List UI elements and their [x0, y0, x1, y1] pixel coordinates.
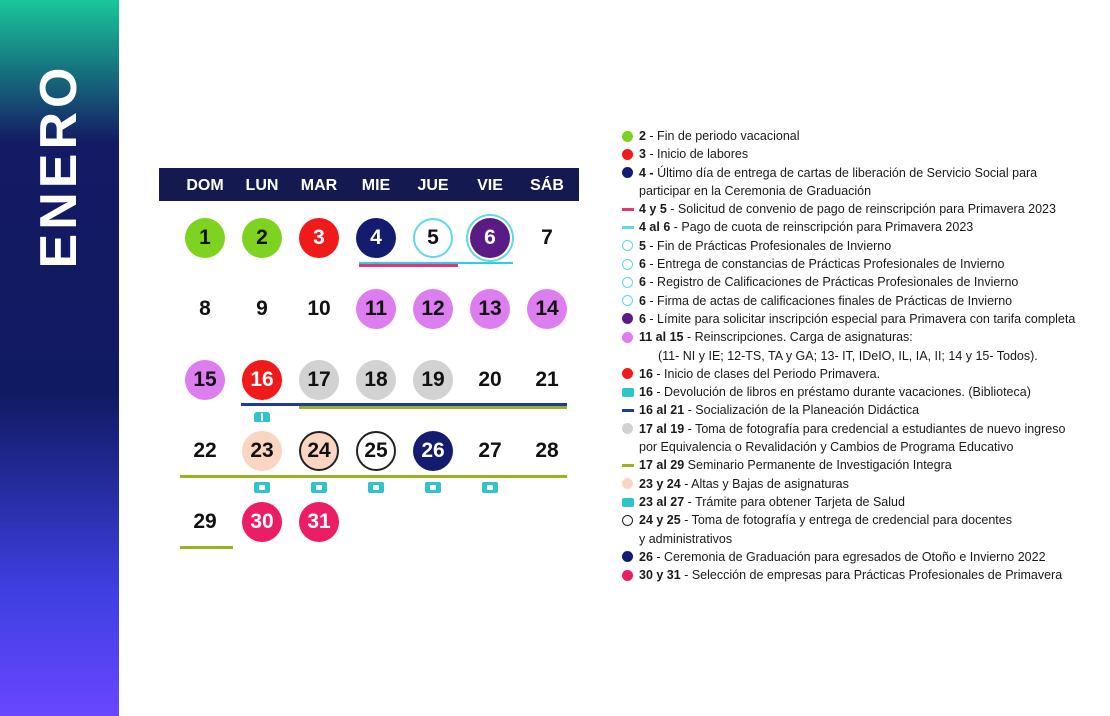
day-12: 12	[413, 289, 453, 329]
legend-text: - Límite para solicitar inscripción especial para Primavera con tarifa completa	[645, 311, 1076, 326]
day-16: 16	[242, 360, 282, 400]
day-14: 14	[527, 289, 567, 329]
health-card-icon	[425, 482, 441, 493]
legend-date: 6	[639, 275, 646, 290]
day-18: 18	[356, 360, 396, 400]
health-card-icon	[254, 482, 270, 493]
legend-marker-green-dot	[622, 131, 633, 142]
legend-date: 5	[639, 238, 646, 253]
weekday-lun: LUN	[245, 177, 279, 194]
legend-marker-navy-dot	[622, 167, 633, 178]
legend-text: - Toma de fotografía para credencial a estudiantes de nuevo ingreso	[684, 421, 1066, 436]
legend-text: - Pago de cuota de reinscripción para Primavera 2023	[670, 220, 974, 235]
legend-item	[622, 548, 1092, 566]
legend-item	[622, 273, 1092, 291]
legend-date: 2	[639, 129, 646, 143]
legend-date: 23 y 24	[639, 476, 681, 491]
legend-date: 6	[639, 293, 646, 308]
legend-date: 26	[639, 549, 653, 564]
day-15: 15	[185, 360, 225, 400]
weekday-sab: SÁB	[530, 177, 564, 194]
legend-date: 4 -	[639, 165, 654, 180]
legend-item	[622, 493, 1092, 511]
legend-item	[622, 420, 1092, 438]
legend-text: - Ceremonia de Graduación para egresados de Otoño e Invierno 2022	[652, 549, 1046, 564]
legend-marker-cyan-ring	[622, 295, 633, 306]
legend-date: 11 al 15	[639, 330, 684, 345]
weekday-vie: VIE	[477, 177, 503, 194]
legend-marker-violet-dot	[622, 332, 633, 343]
legend-marker-cyan-ring	[622, 277, 633, 288]
day-31: 31	[299, 502, 339, 542]
legend-text: - Inicio de clases del Periodo Primavera.	[652, 366, 881, 381]
legend-item	[622, 566, 1092, 584]
day-29: 29	[193, 510, 217, 533]
legend-text: - Inicio de labores	[645, 147, 749, 162]
day-24: 24	[299, 431, 339, 471]
bar-pago-cuota	[359, 262, 513, 264]
legend-marker-peach-dot	[622, 478, 633, 489]
bar-convenio-pago	[359, 264, 458, 267]
day-2: 2	[242, 218, 282, 258]
day-5: 5	[413, 218, 453, 258]
legend-date: 16 al 21	[639, 403, 685, 418]
legend-date: 24 y 25	[639, 513, 681, 528]
legend-date: 17 al 29	[639, 458, 685, 473]
legend-item	[622, 383, 1092, 401]
legend-text: - Trámite para obtener Tarjeta de Salud	[684, 494, 905, 509]
legend-marker-black-ring	[622, 515, 633, 526]
health-card-icon	[368, 482, 384, 493]
legend-marker-cyan-line	[622, 226, 634, 229]
bar-seminario-row5	[180, 546, 233, 549]
day-19: 19	[413, 360, 453, 400]
legend-text: por Equivalencia o Revalidación y Cambios de Programa Educativo	[639, 440, 1014, 455]
legend-item	[622, 310, 1092, 328]
legend-marker-cyan-ring	[622, 240, 633, 251]
legend-marker-pink-line	[622, 208, 634, 211]
legend-date: 4 al 6	[639, 220, 671, 235]
legend-date: 17 al 19	[639, 421, 685, 436]
weekday-mie: MIE	[361, 177, 391, 194]
day-30: 30	[242, 502, 282, 542]
legend-text: y administrativos	[639, 531, 733, 546]
legend-text: - Altas y Bajas de asignaturas	[680, 476, 849, 491]
day-17: 17	[299, 360, 339, 400]
legend-text: - Fin de Prácticas Profesionales de Invierno	[645, 238, 892, 253]
legend-text: Seminario Permanente de Investigación Integra	[684, 458, 952, 473]
legend-text: - Devolución de libros en préstamo durante vacaciones. (Biblioteca)	[652, 385, 1031, 400]
legend-marker-grey-dot	[622, 423, 633, 434]
day-20: 20	[478, 368, 502, 391]
day-4: 4	[356, 218, 396, 258]
weekday-header	[159, 168, 579, 201]
legend-date: 6	[639, 257, 646, 272]
legend-list	[622, 127, 1092, 584]
legend-item	[622, 182, 1092, 200]
day-6: 6	[470, 218, 510, 258]
legend-item	[622, 292, 1092, 310]
legend-text: - Socialización de la Planeación Didáctica	[684, 403, 920, 418]
day-8: 8	[199, 297, 211, 320]
month-sidebar	[0, 0, 119, 716]
day-21: 21	[535, 368, 559, 391]
bar-seminario-row3	[299, 406, 567, 409]
legend-date: 16	[639, 385, 653, 400]
legend-item	[622, 511, 1092, 529]
legend-text: participar en la Ceremonia de Graduación	[639, 183, 872, 198]
legend-date: 30 y 31	[639, 568, 681, 583]
legend-item	[622, 438, 1092, 456]
legend-text: - Firma de actas de calificaciones finales de Prácticas de Invierno	[645, 293, 1013, 308]
legend-item	[622, 475, 1092, 493]
bar-seminario-row4	[180, 475, 567, 478]
legend-text: - Reinscripciones. Carga de asignaturas:	[683, 330, 913, 345]
health-card-icon	[482, 482, 498, 493]
day-10: 10	[307, 297, 331, 320]
legend-marker-red-dot	[622, 368, 633, 379]
legend-item	[622, 456, 1092, 474]
month-title: ENERO	[30, 63, 88, 269]
day-23: 23	[242, 431, 282, 471]
legend-text: - Toma de fotografía y entrega de credencial para docentes	[680, 513, 1012, 528]
legend-item	[622, 530, 1092, 548]
legend-marker-red-dot	[622, 149, 633, 160]
legend-item	[622, 145, 1092, 163]
legend-item	[622, 328, 1092, 346]
legend-text: - Fin de periodo vacacional	[645, 129, 800, 143]
legend-item	[622, 365, 1092, 383]
weekday-jue: JUE	[417, 177, 449, 194]
legend-item	[622, 127, 1092, 145]
day-1: 1	[185, 218, 225, 258]
legend-marker-olive-line	[622, 464, 634, 467]
day-25: 25	[356, 431, 396, 471]
day-28: 28	[535, 439, 559, 462]
legend-item	[622, 218, 1092, 236]
legend-marker-card-icon	[622, 498, 634, 507]
legend-text: (11- NI y IE; 12-TS, TA y GA; 13- IT, IDeIO, IL, IA, II; 14 y 15- Todos).	[658, 348, 1038, 363]
legend-date: 23 al 27	[639, 494, 685, 509]
day-9: 9	[256, 297, 268, 320]
legend-text: - Selección de empresas para Prácticas Profesionales de Primavera	[680, 568, 1063, 583]
day-27: 27	[478, 439, 502, 462]
legend-marker-navy-dot	[622, 551, 633, 562]
legend-marker-blue-line	[622, 409, 634, 412]
legend-date: 4 y 5	[639, 202, 667, 217]
legend-date: 6	[639, 311, 646, 326]
legend-text: - Registro de Calificaciones de Prácticas Profesionales de Invierno	[645, 275, 1019, 290]
day-7: 7	[541, 226, 553, 249]
legend-text: Último día de entrega de cartas de liberación de Servicio Social para	[653, 165, 1038, 180]
day-11: 11	[356, 289, 396, 329]
legend-marker-magenta-dot	[622, 570, 633, 581]
legend-item	[622, 164, 1092, 182]
legend-item	[622, 237, 1092, 255]
weekday-dom: DOM	[186, 177, 224, 194]
legend-text: - Entrega de constancias de Prácticas Profesionales de Invierno	[645, 257, 1005, 272]
legend-item	[622, 347, 1092, 365]
legend-date: 16	[639, 366, 653, 381]
legend-date: 3	[639, 147, 646, 162]
day-13: 13	[470, 289, 510, 329]
day-26: 26	[413, 431, 453, 471]
weekday-mar: MAR	[300, 177, 338, 194]
health-card-icon	[311, 482, 327, 493]
legend-marker-cyan-ring	[622, 259, 633, 270]
legend-text: - Solicitud de convenio de pago de reinscripción para Primavera 2023	[666, 202, 1056, 217]
book-icon	[254, 412, 270, 422]
day-22: 22	[193, 439, 217, 462]
day-3: 3	[299, 218, 339, 258]
legend-marker-purple-dot	[622, 313, 633, 324]
legend-item	[622, 255, 1092, 273]
legend-item	[622, 401, 1092, 419]
legend-item	[622, 200, 1092, 218]
legend-marker-book-icon	[622, 388, 634, 397]
